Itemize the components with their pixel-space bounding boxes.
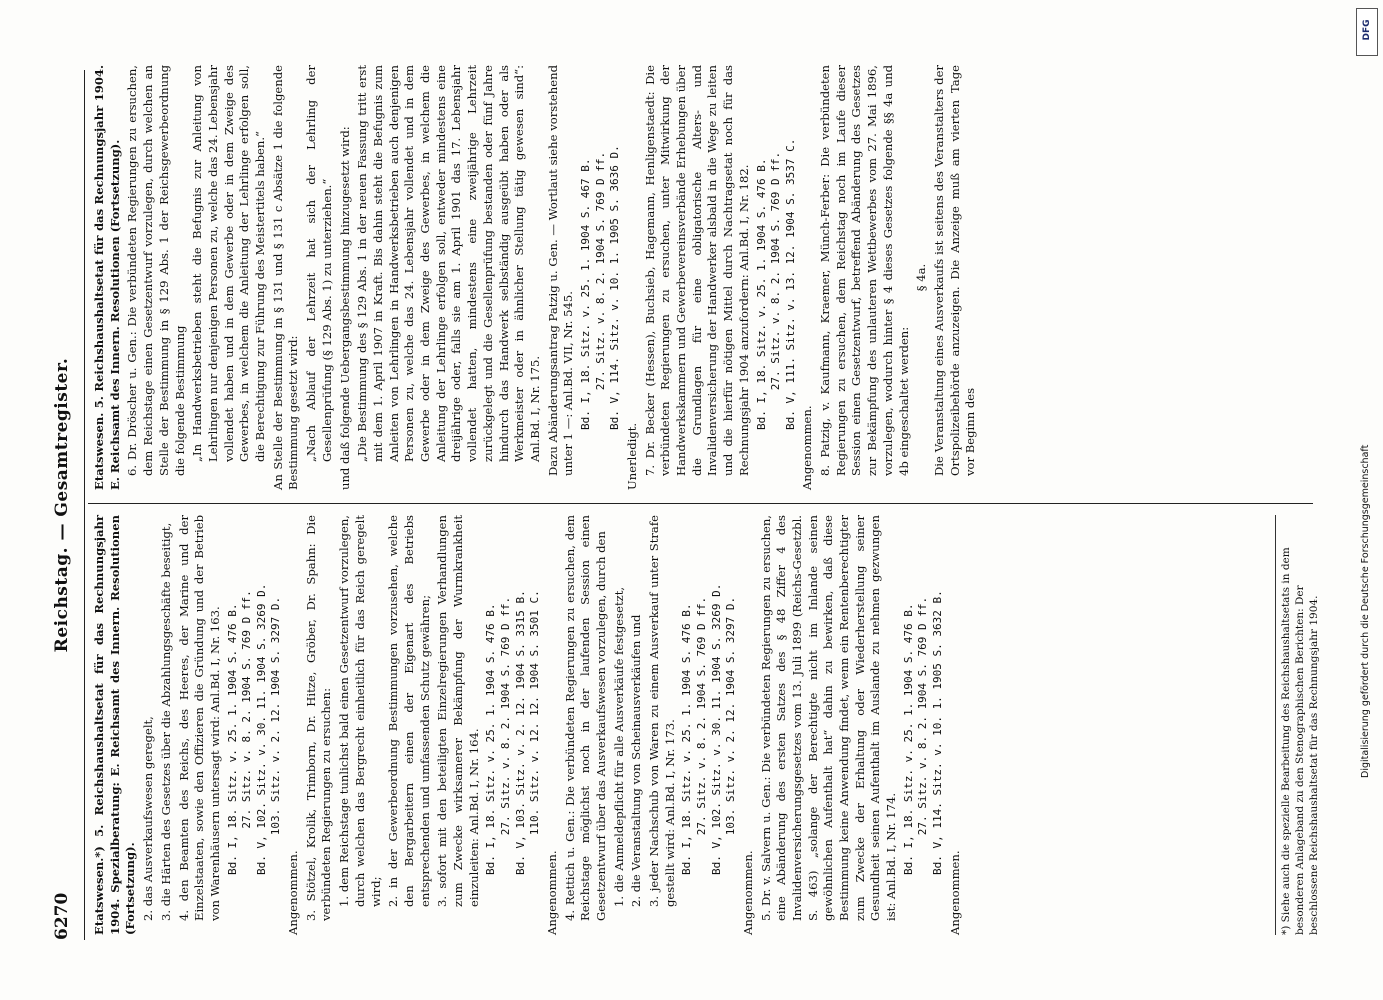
right-para: Die Veranstaltung eines Ausverkaufs ist seitens des Veranstalters der Ortspolizeibehörde anzuzeigen. Die Anzeige muß am vierten Tage vor Beginn des xyxy=(931,65,978,476)
right-column xyxy=(92,65,981,490)
right-para: 7. Dr. Becker (Hessen), Buchsieb, Hagemann, Henligenstaedt: Die verbündeten Regierungen zu ersuchen, unter Mitwirkung der Handwerkskammern und Gewerbevereinsverbände Erhebungen über die Grundlagen für eine obligatorische Alters- und Invalidenversicherung der Handwerker alsbald in die Wege zu leiten und die hierfür nötigen Mittel durch Nachtragsetat noch für das Rechnungsjahr 1904 anzufordern: Anl.Bd. I, Nr. 182. xyxy=(642,65,751,476)
left-para: 1. die Anmeldepflicht für alle Ausverkäufe festgesetzt, xyxy=(611,586,626,907)
right-status: Angenommen. xyxy=(800,405,815,490)
right-para: „Nach Ablauf der Lehrzeit hat sich der Lehrling der Gesellenprüfung (§ 129 Abs. 1) zu unterziehen.“ xyxy=(304,65,334,462)
left-citation: Bd. I, 18. Sitz. v. 25. 1. 1904 S. 476 B. 27. Sitz. v. 8. 2. 1904 S. 769 D ff. Bd. V, 102. Sitz. v. 30. 11. 1904 S. 3269 D. 103. Sitz. v. 2. 12. 1904 S. 3297 D. xyxy=(680,583,738,875)
header-rule xyxy=(84,70,85,940)
right-para: 6. Dr. Dröscher u. Gen.: Die verbündeten Regierungen zu ersuchen, dem Reichstage einen Gesetzentwurf vorzulegen, durch welchen an Stelle der Bestimmung in § 129 Abs. 1 der Reichsgewerbeordnung die folgende Bestimmung xyxy=(125,65,187,476)
page-header xyxy=(52,70,82,940)
right-para: 8. Patzig, v. Kaufmann, Kraemer, Münch-Ferber: Die verbündeten Regierungen zu ersuchen, dem Reichstag noch im Laufe dieser Session einen Gesetzentwurf, betreffend Abänderung des Gesetzes zur Bekämpfung des unlauteren Wettbewerbes vom 27. Mai 1896, vorzulegen, wodurch hinter § 4 dieses Gesetzes folgende §§ 4a und 4b eingeschaltet werden: xyxy=(817,65,911,476)
digitization-note: Digitalisierung gefördert durch die Deutsche Forschungsgemeinschaft xyxy=(1360,444,1371,778)
left-lead: Etatswesen.*) 5. Reichshaushaltsetat für das Rechnungsjahr 1904. Spezialberatung: E. Reichsamt des Innern. Resolutionen (Fortsetzung). xyxy=(92,515,138,935)
left-para: 1. dem Reichstage tunlichst bald einen Gesetzentwurf vorzulegen, durch welchen das Bergrecht einheitlich für das Reich geregelt wird; xyxy=(337,515,383,907)
left-para: 5. Dr. v. Salvern u. Gen.: Die verbündeten Regierungen zu ersuchen, eine Abänderung des ersten Satzes des § 48 Ziffer 4 des Invalidenversicherungsgesetzes vom 13. Juli 1899 (Reichs-Gesetzbl. S. 463) „solange der Berechtigte nicht im Inlande seinen gewöhnlichen Aufenthalt hat“ dahin zu bewirken, daß diese Bestimmung keine Anwendung findet, wenn ein Rentenberechtigter zum Zwecke der Erhaltung oder Wiederherstellung seiner Gesundheit seinen Aufenthalt im Auslande zu nehmen gezwungen ist: Anl.Bd. I, Nr. 174. xyxy=(758,515,899,921)
right-lead: Etatswesen. 5. Reichshaushaltsetat für das Rechnungsjahr 1904. E. Reichsamt des Innern. Resolutionen (Fortsetzung). xyxy=(92,65,122,490)
right-para: „In Handwerksbetrieben steht die Befugnis zur Anleitung von Lehrlingen nur denjenigen Personen zu, welche das 24. Lebensjahr vollendet haben und in dem Gewerbe oder in dem Zweige des Gewerbes, in welchem die Anleitung der Lehrlinge erfolgen soll, die Berechtigung zur Führung des Meistertitels haben.“ xyxy=(190,65,268,462)
left-para: 3. Stötzel, Krolik, Trimborn, Dr. Hitze, Gröber, Dr. Spahn: Die verbündeten Regierungen zu ersuchen: xyxy=(303,515,334,921)
right-para: „Die Bestimmung des § 129 Abs. 1 in der neuen Fassung tritt erst mit dem 1. April 1907 in Kraft. Bis dahin steht die Befugnis zum Anleiten von Lehrlingen in Handwerksbetrieben auch denjenigen Personen zu, welche das 24. Lebensjahr vollendet und in dem Gewerbe oder in dem Zweige des Gewerbes, in welchem die Anleitung der Lehrlinge erfolgen soll, entweder mindestens eine dreijährige oder, falls sie am 1. April 1901 das 17. Lebensjahr vollendet hatten, mindestens eine zweijährige Lehrzeit zurückgelegt und die Gesellenprüfung bestanden oder fünf Jahre hindurch das Handwerk selbständig ausgeübt haben oder als Werkmeister oder in ähnlicher Stellung tätig gewesen sind“: Anl.Bd. I, Nr. 175. xyxy=(355,65,542,462)
right-para: Dazu Abänderungsantrag Patzig u. Gen. — Wortlaut siehe vorstehend unter 1 —: Anl.Bd. VII, Nr. 545. xyxy=(545,65,576,476)
left-citation: Bd. I, 18. Sitz. v. 25. 1. 1904 S. 476 B. 27. Sitz. v. 8. 2. 1904 S. 769 D ff. Bd. V, 114. Sitz. v. 10. 1. 1905 S. 3632 B. xyxy=(901,590,945,875)
left-citation: Bd. I, 18. Sitz. v. 25. 1. 1904 S. 476 B. 27. Sitz. v. 8. 2. 1904 S. 769 D ff. Bd. V, 103. Sitz. v. 2. 12. 1904 S. 3315 B. 110. Sitz. v. 12. 12. 1904 S. 3501 C. xyxy=(484,590,542,875)
section-heading: § 4a. xyxy=(914,263,929,292)
left-para: 3. jeder Nachschub von Waren zu einem Ausverkauf unter Strafe gestellt wird: Anl.Bd. I, Nr. 173. xyxy=(647,515,677,907)
left-para: 2. in der Gewerbeordnung Bestimmungen vorzusehen, welche den Bergarbeitern einen der Eigenart des Betriebs entsprechenden und umfassenden Schutz gewähren; xyxy=(386,515,432,907)
right-para: An Stelle der Bestimmung in § 131 und § 131 c Absätze 1 die folgende Bestimmung gesetzt wird: xyxy=(270,65,301,490)
left-para: 4. Rettich u. Gen.: Die verbündeten Regierungen zu ersuchen, dem Reichstage möglichst noch in der laufenden Session einen Gesetzentwurf über das Ausverkaufswesen vorzulegen, durch den xyxy=(562,515,608,921)
left-status: Angenommen. xyxy=(286,850,300,935)
left-para: 2. die Veranstaltung von Scheinausverkäufen und xyxy=(629,614,644,907)
right-citation: Bd. I, 18. Sitz. v. 25. 1. 1904 S. 467 B. 27. Sitz. v. 8. 2. 1904 S. 769 D ff. Bd. V, 114. Sitz. v. 10. 1. 1905 S. 3636 D. xyxy=(579,145,622,430)
page-title: Reichstag. — Gesamtregister. xyxy=(52,357,72,653)
page-number: 6270 xyxy=(52,892,72,940)
left-para: 4. den Beamten des Reichs, des Heeres, der Marine und der Einzelstaaten, sowie den Offizieren die Gründung und der Betrieb von Warenhäusern untersagt wird: Anl.Bd. I, Nr. 163. xyxy=(176,515,222,921)
left-para: 3. sofort mit den beteiligten Einzelregierungen Verhandlungen zum Zwecke wirksamerer Bekämpfung der Wurmkrankheit einzuleiten: Anl.Bd. I, Nr. 164. xyxy=(435,515,481,907)
right-para: und daß folgende Uebergangsbestimmung hinzugesetzt wird: xyxy=(337,126,352,490)
left-para: 3. die Härten des Gesetzes über die Abzahlungsgeschäfte beseitigt, xyxy=(158,522,173,921)
right-status: Unerledigt. xyxy=(624,422,639,490)
left-para: 2. das Ausverkaufswesen geregelt, xyxy=(141,716,156,921)
left-column xyxy=(92,515,965,935)
right-citation: Bd. I, 18. Sitz. v. 25. 1. 1904 S. 476 B. 27. Sitz. v. 8. 2. 1904 S. 769 D ff. Bd. V, 111. Sitz. v. 13. 12. 1904 S. 3537 C. xyxy=(754,138,797,430)
left-status: Angenommen. xyxy=(544,850,559,935)
left-citation: Bd. I, 18. Sitz. v. 25. 1. 1904 S. 476 B. 27. Sitz. v. 8. 2. 1904 S. 769 D ff. Bd. V, 102. Sitz. v. 30. 11. 1904 S. 3269 D. 103. Sitz. v. 2. 12. 1904 S. 3297 D. xyxy=(225,583,283,875)
left-status: Angenommen. xyxy=(740,850,755,935)
dfg-logo: DFG xyxy=(1356,8,1378,56)
side-note xyxy=(1354,8,1378,778)
left-status: Angenommen. xyxy=(947,850,962,935)
footnote: *) Siehe auch die spezielle Bearbeitung des Reichshaushaltsetats in dem besonderen Anlageband zu den Stenographischen Berichten: Der beschlossene Reichshaushaltsetat für das Rechnungsjahr 1904. xyxy=(1275,515,1321,935)
column-divider xyxy=(88,503,1313,504)
